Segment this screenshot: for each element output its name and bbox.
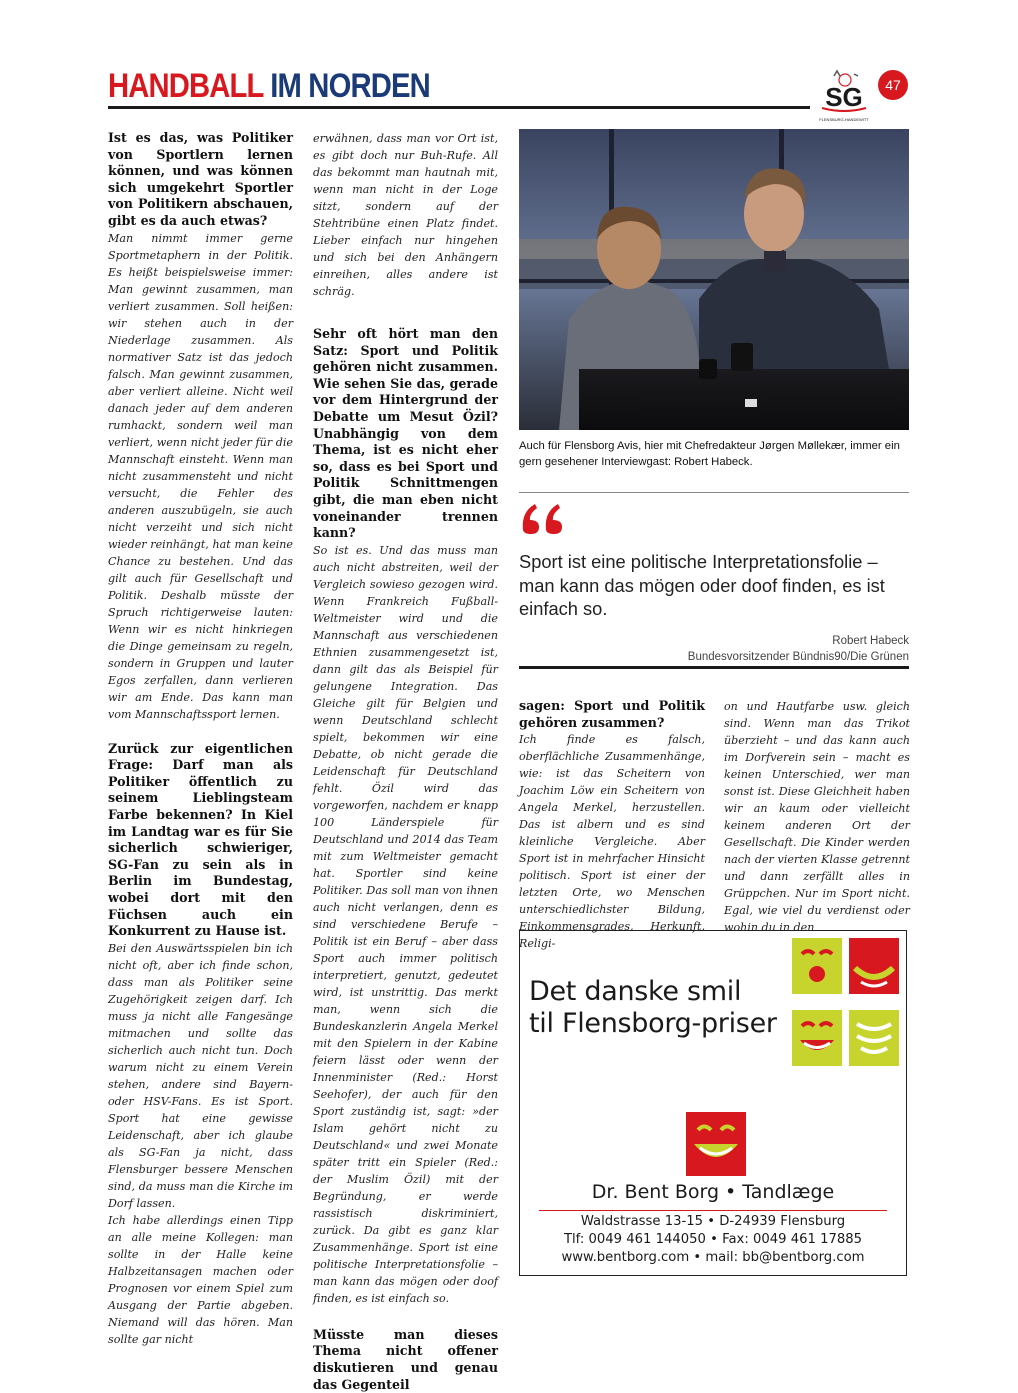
interview-question: Zurück zur eigentlichen Frage: Darf man als Politiker öffentlich zu seinem Lieblingsteam Farbe bekennen? In Kiel im Landtag war es für Sie sicherlich schwieriger, SG-Fan zu sein als in Berlin im Bundestag, wobei dort mit den Füchsen auch ein Konkurrent zu Hause ist. xyxy=(108,740,293,939)
interview-question: Müsste man dieses Thema nicht offener diskutieren und genau das Gegenteil xyxy=(313,1326,498,1392)
ad-phone: Tlf: 0049 461 144050 • Fax: 0049 461 17885 xyxy=(563,1232,863,1247)
svg-text:SG: SG xyxy=(825,82,863,112)
sg-logo xyxy=(814,66,874,124)
interview-answer: erwähnen, dass man vor Ort ist, es gibt doch nur Buh-Rufe. All das bekommt man hautnah mit, wenn man nicht in der Loge sitzt, sondern auf der Stehtribüne einen Platz findet. Lieber einfach nur hingehen und sich bei den Anhängern einreihen, alles andere ist schräg. xyxy=(313,132,498,298)
ad-divider xyxy=(539,1210,887,1211)
pull-quote-text: Sport ist eine politische Interpretationsfolie – man kann das mögen oder doof finden, es ist einfach so. xyxy=(519,551,885,619)
smile-tile-1 xyxy=(792,938,842,998)
interview-question: sagen: Sport und Politik gehören zusammen? xyxy=(519,698,705,730)
interview-answer: Ich habe allerdings einen Tipp an alle meine Kollegen: man sollte in der Halle keine Halbzeitansagen machen oder Prognosen vor einem Spiel zum Ausgang der Partie abgeben. Niemand will das hören. Man sollte gar nicht xyxy=(108,1213,293,1346)
ad-headline-line2: til Flensborg-priser xyxy=(529,1008,777,1039)
section-title xyxy=(108,66,430,106)
smile-tile-3 xyxy=(792,1010,842,1070)
ad-headline-line1: Det danske smil xyxy=(529,976,742,1007)
interview-answer: on und Hautfarbe usw. gleich sind. Wenn man das Trikot überzieht – und das kann auch im Dorfverein sein – macht es keinen Unterschied, wer man sonst ist. Diese Gleichheit haben wir an kaum oder vielleicht keinem anderen Ort der Gesellschaft. Die Kinder werden nach der vierten Klasse getrennt und dann zerfällt alles in Grüppchen. Nur im Sport nicht. Egal, wie viel du verdienst oder wohin du in den xyxy=(724,700,910,934)
article-column-1 xyxy=(108,130,293,1348)
interview-answer: So ist es. Und das muss man auch nicht abstreiten, weil der Vergleich sowieso gezogen wird. Wenn Frankreich Fußball-Weltmeister wird und die Mannschaft aus verschiedenen Ethnien zusammengesetzt ist, dann gilt das als Beispiel für gelungene Integration. Das Gleiche gilt für Belgien und wenn Deutschland schlecht spielt, bekommen wir eine Debatte, ob nicht gerade die Leidenschaft für Deutschland fehlt. Özil wird das vorgeworfen, nachdem er knapp 100 Länderspiele für Deutschland und 2014 das Team mit zum Weltmeister gemacht hat. Sportler sind keine Politiker. Das soll man von ihnen auch nicht verlangen, denn es sind verschiedene Berufe – Politik ist ein Beruf – aber dass Sport auch immer politisch interpretiert, genutzt, gedeutet wird, ist unstrittig. Das merkt man, wenn sich die Bundeskanzlerin Angela Merkel mit den Spielern in der Kabine feiern lässt oder wenn der Innenminister (Red.: Horst Seehofer), der auch für den Sport zuständig ist, sagt: »der Islam gehört nicht zu Deutschland« und zwei Monate später tritt ein Spieler (Red.: der Muslim Özil) mit der Begründung, er werde rassistisch diskriminiert, zurück. Da gibt es ganz klar Zusammenhänge. Sport ist eine politische Interpretationsfolie – man kann das mögen oder doof finden, es ist einfach so. xyxy=(313,543,498,1305)
ad-contact xyxy=(521,1213,905,1267)
pull-quote-author-role: Bundesvorsitzender Bündnis90/Die Grünen xyxy=(687,651,909,663)
interview-answer: Ich finde es falsch, oberflächliche Zusammenhänge, wie: ist das Scheitern von Joachim Löw ein Scheitern von Angela Merkel, herzustellen. Das ist albern und es sind kleinliche Vergleiche. Aber Sport ist in mehrfacher Hinsicht politisch. Sport ist einer der letzten Orte, wo Menschen unterschiedlichster Bildung, Einkommensgrades, Herkunft, Religi- xyxy=(519,733,705,951)
quote-rule-top xyxy=(519,492,909,493)
quote-rule-bottom xyxy=(519,666,909,669)
article-column-4 xyxy=(724,698,910,936)
header-rule xyxy=(108,106,810,109)
section-title-part1: HANDBALL xyxy=(108,67,264,105)
page-number: 47 xyxy=(878,70,908,100)
ad-smile-logo xyxy=(686,1112,746,1180)
article-column-2 xyxy=(313,130,498,1393)
smile-tile-4 xyxy=(849,1010,899,1070)
pull-quote-author: Robert Habeck xyxy=(832,635,909,647)
interview-question: Sehr oft hört man den Satz: Sport und Politik gehören nicht zusammen. Wie sehen Sie das, gerade vor dem Hintergrund der Debatte um Mesut Özil? Unabhängig von dem Thema, ist es nicht eher so, dass es bei Sport und Politik Schnittmengen gibt, die man eben nicht voneinander trennen kann? xyxy=(313,326,498,541)
ad-web[interactable]: www.bentborg.com • mail: bb@bentborg.com xyxy=(561,1250,865,1265)
smile-tile-2 xyxy=(849,938,899,998)
photo-caption: Auch für Flensborg Avis, hier mit Chefredakteur Jørgen Møllekær, immer ein gern gesehener Interviewgast: Robert Habeck. xyxy=(519,440,900,468)
article-column-3 xyxy=(519,698,705,952)
ad-dentist-name: Dr. Bent Borg • Tandlæge xyxy=(591,1181,835,1203)
interview-question: Ist es das, was Politiker von Sportlern lernen können, und was können sich umgekehrt Sportler von Politikern abschauen, gibt es da auch etwas? xyxy=(108,130,293,228)
pull-quote-attribution xyxy=(519,633,909,665)
ad-headline xyxy=(529,976,777,1040)
interview-answer: Man nimmt immer gerne Sportmetaphern in der Politik. Es heißt beispielsweise immer: Man gewinnt zusammen, man verliert zusammen. Soll heißen: wir stehen auch in der Niederlage zusammen. Als normativer Satz ist das jedoch falsch. Man gewinnt zusammen, aber verliert alleine. Nicht weil danach jeder auf dem anderen rumhackt, sondern weil man verliert, wenn nicht jeder für die Mannschaft einsteht. Wenn man nicht zusammensteht und nicht versucht, die Fehler des anderen auszubügeln, sie auch nicht verzeiht und sich nicht wieder reinhängt, hat man keine Chance zu bestehen. Und das gilt auch für Gesellschaft und Politik. Deshalb müsste der Spruch richtigerweise lauten: Wenn wir es nicht hinkriegen die Dinge gemeinsam zu regeln, sondern in Gruppen und lauter Egos zerfallen, dann verlieren wir am Ende. Das kann man vom Mannschaftssport lernen. xyxy=(108,231,293,721)
interview-photo xyxy=(519,129,909,430)
interview-answer: Bei den Auswärtsspielen bin ich nicht oft, aber ich finde schon, dass man als Politiker seine Zugehörigkeit zeigen darf. Ich muss ja nicht alle Fangesänge mitmachen und sollte das sicherlich auch nicht tun. Doch warum nicht zu einem Verein stehen, andere sind Bayern- oder HSV-Fans. Es ist Sport. Sport hat eine gewisse Leidenschaft, aber ich glaube als SG-Fan ja nicht, dass Flensburger bessere Menschen sind, da muss man die Kirche im Dorf lassen. xyxy=(108,941,293,1210)
quote-mark-icon xyxy=(519,498,569,538)
section-title-part2: IM NORDEN xyxy=(270,67,430,105)
ad-address: Waldstrasse 13-15 • D-24939 Flensburg xyxy=(580,1214,846,1229)
svg-text:FLENSBURG-HANDEWITT: FLENSBURG-HANDEWITT xyxy=(819,117,869,122)
